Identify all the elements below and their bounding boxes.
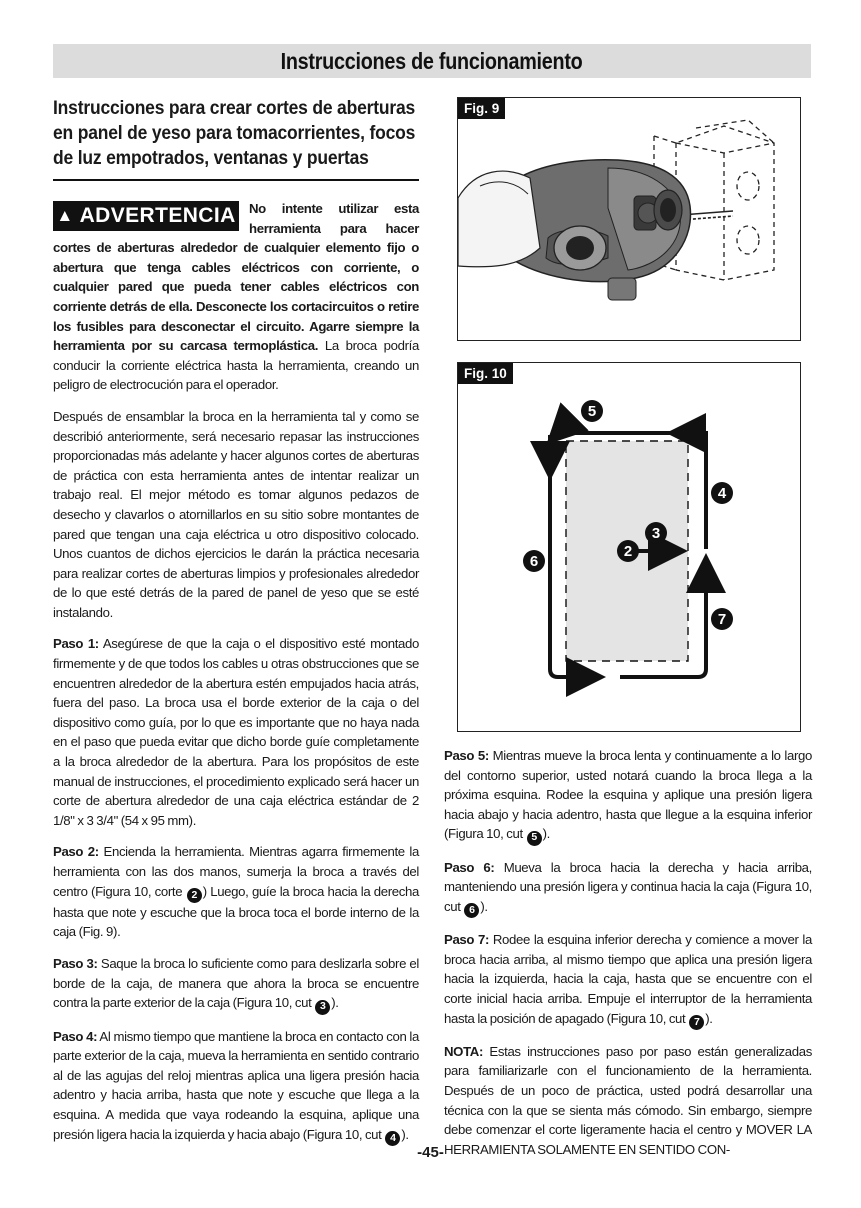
- step-6-text-a: Mueva la broca hacia la derecha y hacia arriba, manteniendo una presión ligera y continua hacia la caja (Figura 10, cut: [444, 859, 812, 914]
- step-7-text-b: ).: [705, 1010, 713, 1026]
- rotary-tool-drawing: [458, 160, 691, 300]
- diagram-cut-4: 4: [717, 485, 727, 502]
- diagram-cut-5: 5: [587, 403, 597, 420]
- step-2-label: Paso 2:: [53, 844, 99, 860]
- note-paragraph: [444, 1042, 812, 1160]
- cut-6-marker: 6: [464, 903, 479, 918]
- step-6: [444, 858, 812, 918]
- warning-badge-label: ADVERTENCIA: [79, 204, 236, 227]
- warning-bold-text: No intente utilizar esta herramienta para hacer cortes de aberturas alrededor de cualquier elemento fijo o abertura que tenga cables eléctricos con corriente, o cualquier pared que pueda tener cables eléctricos con corriente detrás de ella. Desconecte los cortacircuitos o retire los fusibles para desconectar el circuito. Agarre siempre la herramienta por su carcasa termoplástica.: [53, 201, 419, 354]
- step-1: [53, 634, 419, 830]
- diagram-cut-6: 6: [529, 553, 539, 570]
- step-2-text-b: ) Luego, guíe la broca hacia la derecha hasta que note y escuche que la broca toca el borde interno de la caja (Fig. 9).: [53, 883, 420, 940]
- step-5-label: Paso 5:: [444, 748, 489, 763]
- step-4-label: Paso 4:: [53, 1028, 98, 1044]
- page-number: -45-: [417, 1144, 444, 1161]
- warning-triangle-icon: ▲: [56, 206, 74, 225]
- figure-9: [457, 97, 801, 341]
- section-title-line-1: Instrucciones para crear cortes de aberturas: [53, 98, 416, 119]
- step-3: [53, 954, 419, 1014]
- step-2-text-a: Encienda la herramienta. Mientras agarra firmemente la herramienta con las dos manos, sumerja la broca a través del centro (Figura 10, corte: [53, 844, 419, 899]
- step-4-text-a: Al mismo tiempo que mantiene la broca en contacto con la parte exterior de la caja, mueva la herramienta en sentido contrario al de las agujas del reloj mientras aplica una ligera presión hacia adentro y hacia arriba, hasta que note y escuche que llega a la esquina. A medida que vaya rodeando la esquina, aplique una presión ligera hacia la izquierda y hacia abajo (Figura 10, cut: [53, 1028, 419, 1142]
- step-7-label: Paso 7:: [444, 932, 489, 948]
- figure-9-illustration: [458, 98, 800, 340]
- figure-10-label: Fig. 10: [458, 363, 513, 384]
- figure-9-label: Fig. 9: [458, 98, 505, 119]
- cut-7-marker: 7: [689, 1015, 704, 1030]
- step-6-text-b: ).: [480, 898, 488, 914]
- step-7-text-a: Rodee la esquina inferior derecha y comience a mover la broca hacia arriba, al mismo tiempo que aplica una presión ligera hacia la izquierda, hacia la caja, hasta que se encuentre con el corte inicial hacia arriba. Empuje el interruptor de la herramienta hasta la posición de apagado (Figura 10, cut: [444, 932, 812, 1026]
- step-1-text: Asegúrese de que la caja o el dispositivo esté montado firmemente y de que todos los cables u otras obstrucciones que se encuentren alrededor de la abertura estén empujados hacia atrás, fuera del paso. La broca usa el borde exterior de la caja o del dispositivo como guía, por lo que es importante que no haya nada en el paso que pueda evitar que dicho borde guíe completamente a la broca alrededor de la abertura. Para los propósitos de este manual de instrucciones, el procedimiento explicado será hacer un corte de abertura alrededor de una caja eléctrica estándar de 2 1/8" x 3 3/4" (54 x 95 mm).: [53, 636, 419, 828]
- header-bar: [53, 44, 811, 78]
- page-title: Instrucciones de funcionamiento: [281, 47, 583, 74]
- cut-4-marker: 4: [385, 1131, 400, 1146]
- intro-paragraph: Después de ensamblar la broca en la herramienta tal y como se describió anteriormente, será necesario repasar las instrucciones proporcionadas más adelante y hacer algunos cortes de aberturas de práctica con esta herramienta antes de intentar realizar un trabajo real. El mejor método es tomar algunos pedazos de desecho y clavarlos o atornillarlos en su sitio sobre montantes de pared que tengan una caja eléctrica u otro dispositivo colocado. Unos cuantos de dichos ejercicios le darán la práctica necesaria para realizar cortes de aberturas limpios y profesionales alrededor de lo que esté detrás de la pared de panel de yeso que se esté instalando.: [53, 408, 419, 620]
- step-3-text-a: Saque la broca lo suficiente como para deslizarla sobre el borde de la caja, de manera que ahora la broca se encuentre contra la parte exterior de la caja (Figura 10, cut: [53, 956, 419, 1011]
- step-4-text-b: ).: [401, 1126, 409, 1142]
- cut-2-marker: 2: [187, 888, 202, 903]
- left-column: [53, 96, 419, 1158]
- diagram-cut-7: 7: [717, 611, 727, 628]
- figure-10-diagram: [458, 363, 800, 731]
- section-title: [53, 96, 419, 171]
- step-1-label: Paso 1:: [53, 636, 99, 652]
- cut-3-marker: 3: [315, 1000, 330, 1015]
- section-title-line-3: de luz empotrados, ventanas y puertas: [53, 148, 369, 169]
- step-3-label: Paso 3:: [53, 956, 98, 972]
- title-divider: [53, 179, 419, 181]
- step-6-label: Paso 6:: [444, 859, 495, 875]
- step-4: [53, 1027, 419, 1146]
- warning-normal-text: La broca podría conducir la corriente eléctrica hasta la herramienta, creando un peligro de electrocución para el operador.: [53, 338, 419, 393]
- step-2: [53, 842, 419, 942]
- note-text: Estas instrucciones paso por paso están generalizadas para familiarizarle con el funcionamiento de la herramienta. Después de un poco de práctica, usted podrá desarrollar una técnica con la que se sienta más cómodo. Sin embargo, siempre debe comenzar el corte ligeramente hacia el centro y MOVER LA HERRAMIENTA SOLAMENTE EN SENTIDO CON-: [444, 1043, 812, 1157]
- diagram-cut-2: 2: [623, 543, 633, 560]
- diagram-cut-3: 3: [651, 525, 661, 542]
- step-7: [444, 930, 812, 1030]
- step-3-text-b: ).: [331, 995, 339, 1011]
- step-5-text-b: ).: [542, 826, 550, 842]
- step-5: [444, 746, 812, 846]
- cut-5-marker: 5: [527, 831, 542, 846]
- warning-block: [53, 199, 419, 395]
- warning-badge: [53, 201, 239, 231]
- section-title-line-2: en panel de yeso para tomacorrientes, focos: [53, 123, 416, 144]
- right-column: [444, 746, 812, 1171]
- figure-10: [457, 362, 801, 732]
- step-5-text-a: Mientras mueve la broca lenta y continuamente a lo largo del contorno superior, usted notará cuando la broca llega a la próxima esquina. Rodee la esquina y aplique una presión ligera hacia abajo y hacia adentro, hasta que llegue a la esquina inferior (Figura 10, cut: [444, 748, 812, 842]
- note-label: NOTA:: [444, 1043, 484, 1059]
